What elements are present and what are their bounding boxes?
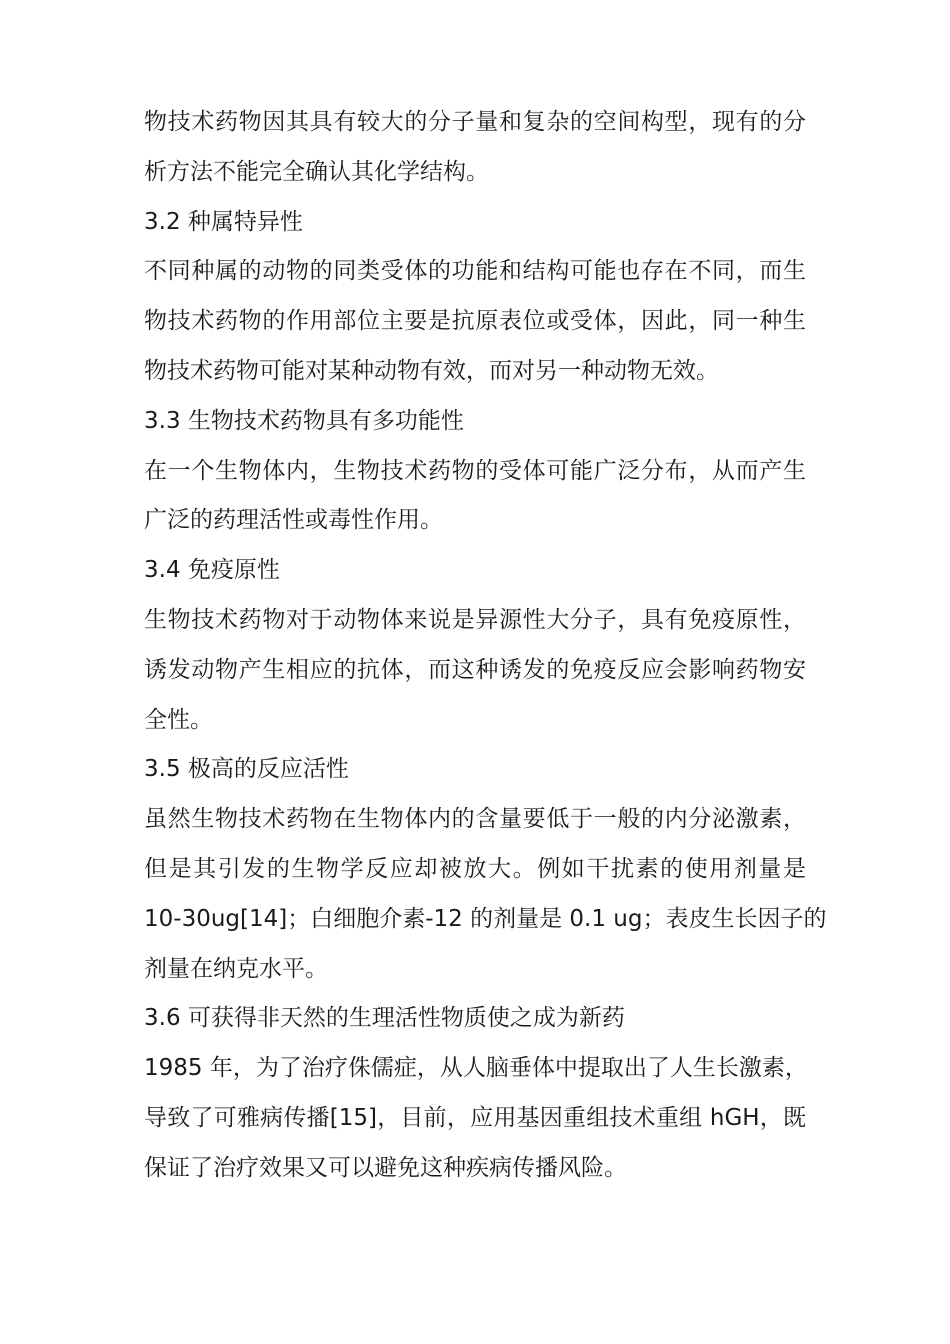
text-line: 物技术药物因其具有较大的分子量和复杂的空间构型，现有的分 <box>144 109 806 135</box>
text-line: 物技术药物可能对某种动物有效，而对另一种动物无效。 <box>144 357 719 384</box>
text-line: 虽然生物技术药物在生物体内的含量要低于一般的内分泌激素， <box>144 806 806 833</box>
document-page <box>144 98 827 1194</box>
text-line: 生物技术药物对于动物体来说是异源性大分子，具有免疫原性， <box>144 606 806 633</box>
section-heading: 3.2 种属特异性 <box>144 208 303 235</box>
section-heading: 3.3 生物技术药物具有多功能性 <box>144 407 464 434</box>
text-line: 不同种属的动物的同类受体的功能和结构可能也存在不同，而生 <box>144 258 806 285</box>
section-heading: 3.4 免疫原性 <box>144 557 280 584</box>
text-line: 在一个生物体内，生物技术药物的受体可能广泛分布，从而产生 <box>144 457 806 484</box>
text-line: 剂量在纳克水平。 <box>144 955 328 982</box>
section-heading: 3.5 极高的反应活性 <box>144 756 349 783</box>
text-line: 物技术药物的作用部位主要是抗原表位或受体，因此，同一种生 <box>144 308 806 335</box>
text-line: 保证了治疗效果又可以避免这种疾病传播风险。 <box>144 1154 627 1181</box>
text-line: 导致了可雅病传播[15]，目前，应用基因重组技术重组 hGH，既 <box>144 1104 806 1131</box>
text-line: 但是其引发的生物学反应却被放大。例如干扰素的使用剂量是 <box>144 855 806 882</box>
text-line: 1985 年，为了治疗侏儒症，从人脑垂体中提取出了人生长激素， <box>144 1055 808 1082</box>
text-line: 广泛的药理活性或毒性作用。 <box>144 507 443 534</box>
text-line: 析方法不能完全确认其化学结构。 <box>144 158 489 185</box>
section-heading: 3.6 可获得非天然的生理活性物质使之成为新药 <box>144 1005 625 1032</box>
text-line: 10-30ug[14]；白细胞介素-12 的剂量是 0.1 ug；表皮生长因子的 <box>144 905 827 932</box>
text-line: 全性。 <box>144 706 213 733</box>
text-line: 诱发动物产生相应的抗体，而这种诱发的免疫反应会影响药物安 <box>144 656 806 683</box>
